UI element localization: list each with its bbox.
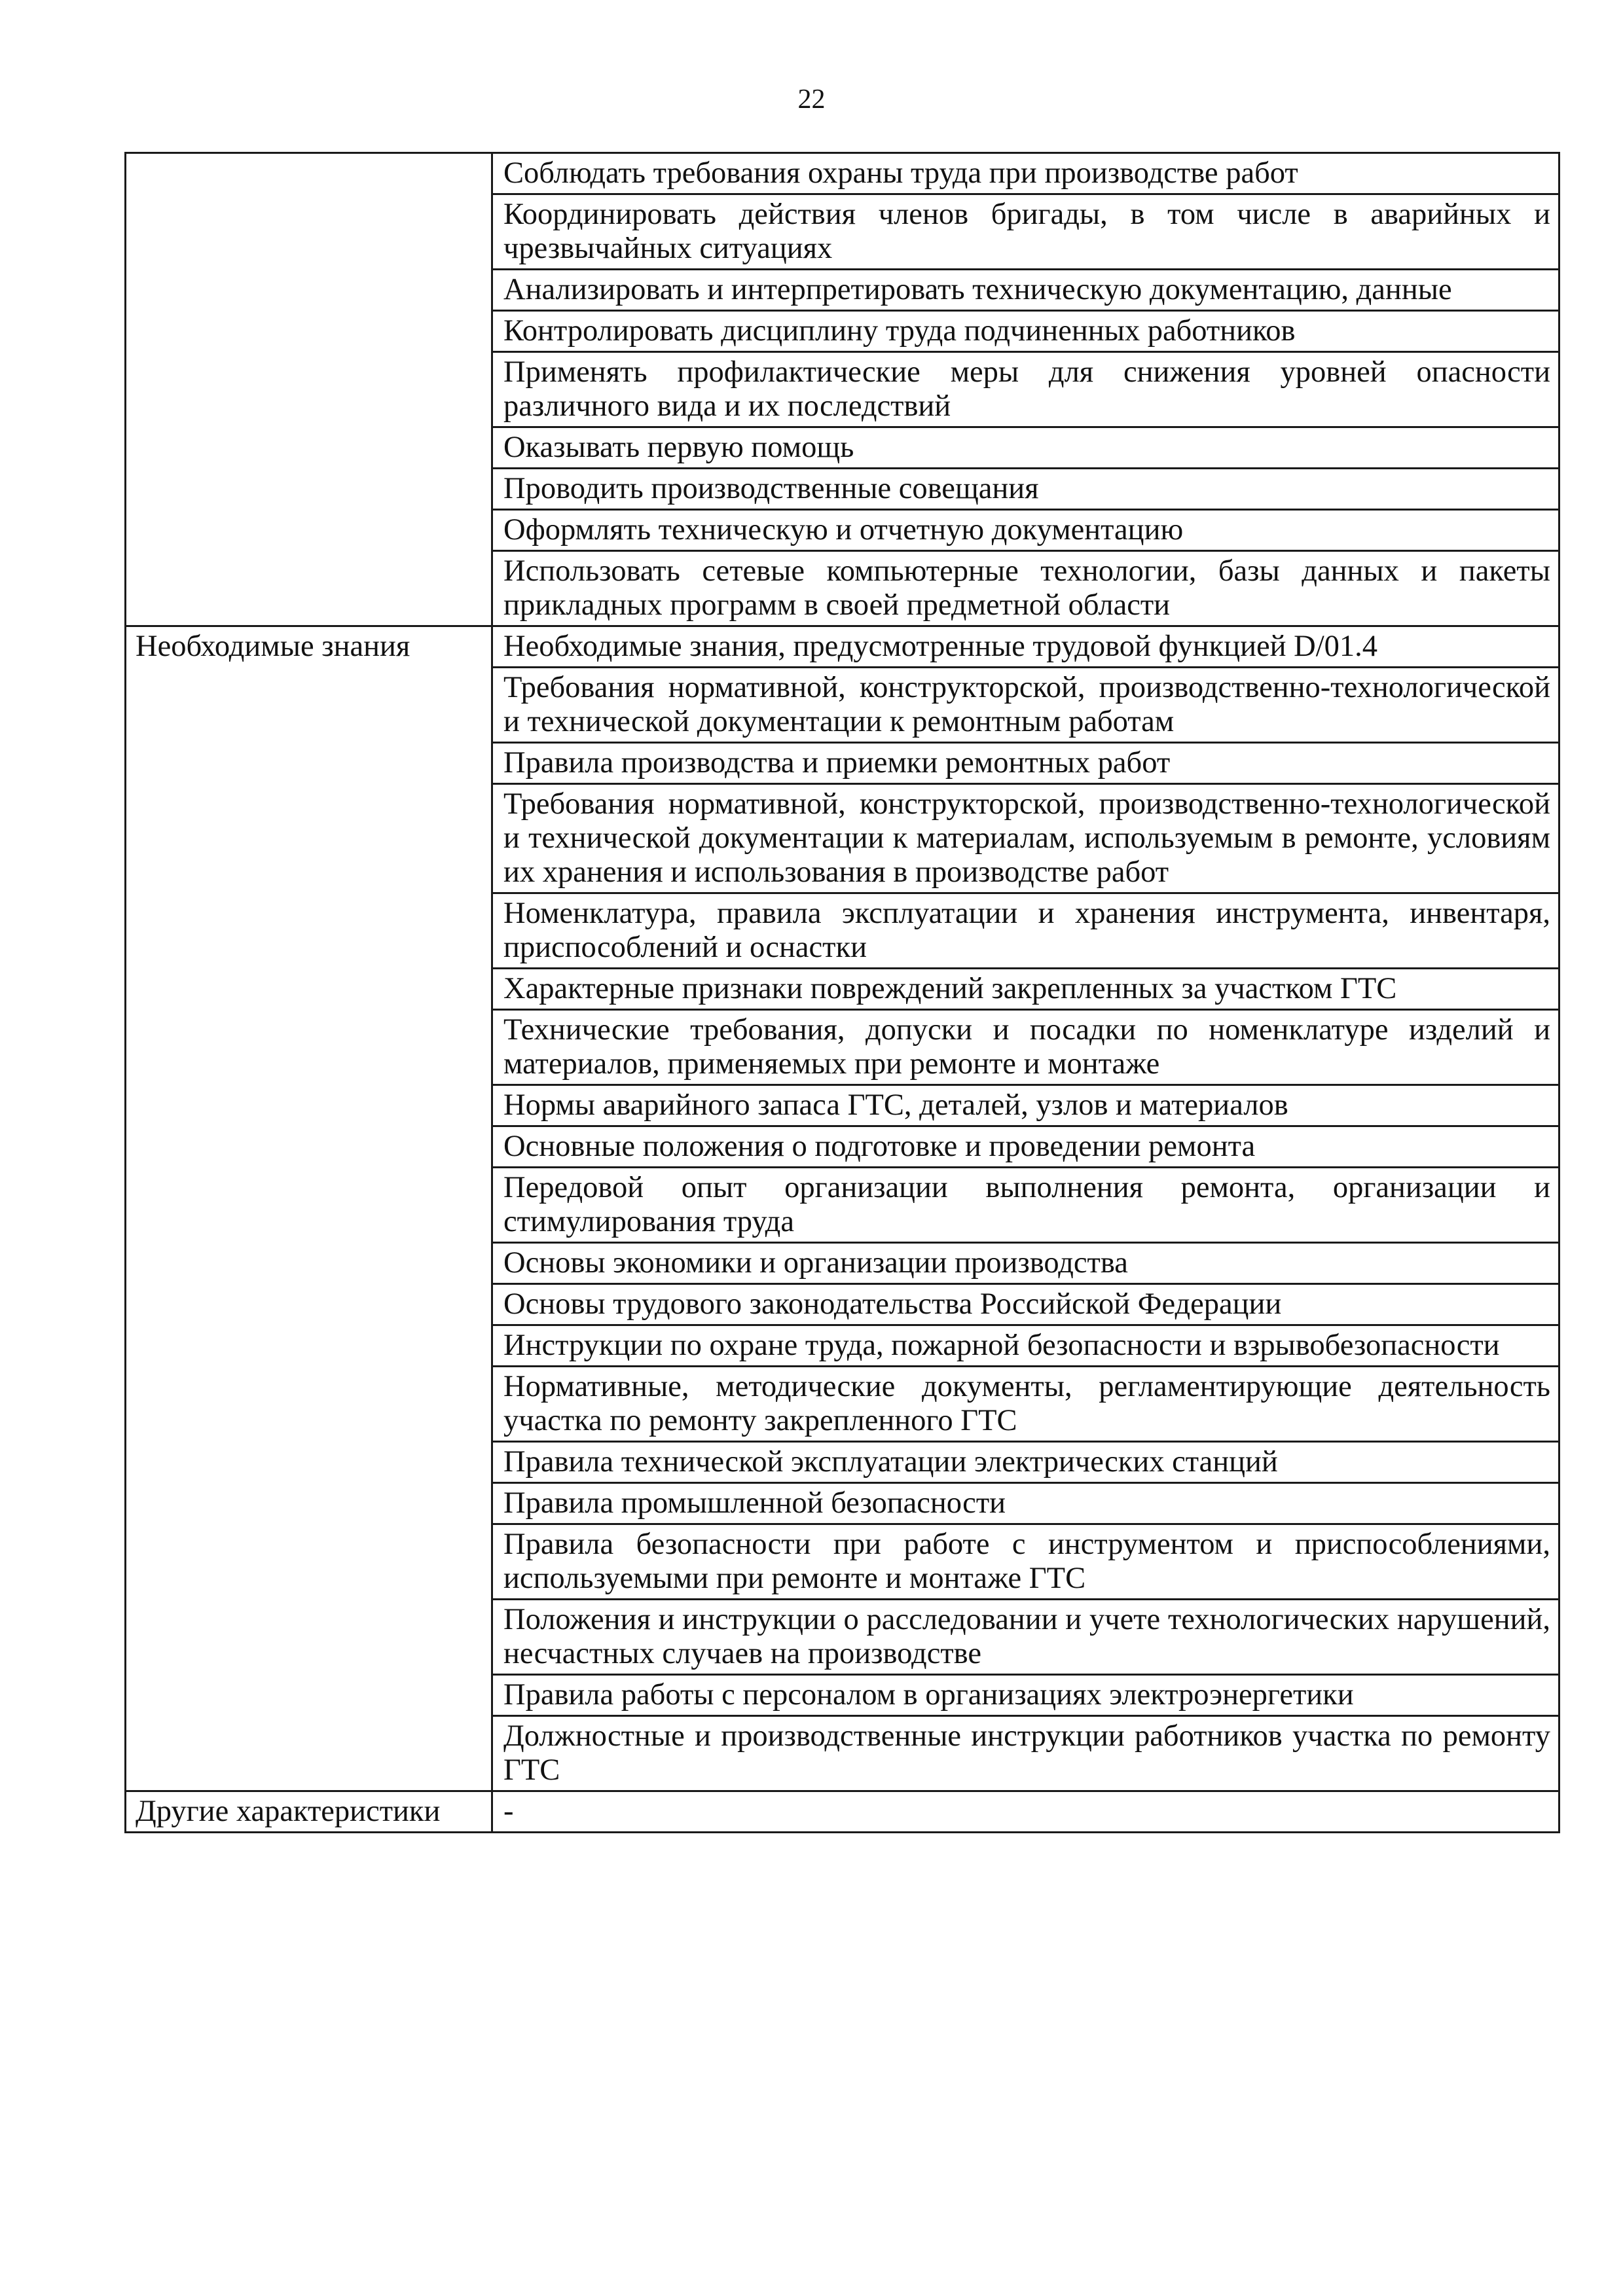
requirement-cell: Инструкции по охране труда, пожарной безопасности и взрывобезопасности xyxy=(492,1325,1559,1367)
table-row xyxy=(126,1716,1559,1791)
requirement-cell: Основы экономики и организации производства xyxy=(492,1243,1559,1284)
category-cell xyxy=(126,1085,492,1126)
table-row xyxy=(126,153,1559,194)
category-cell xyxy=(126,743,492,784)
table-row xyxy=(126,1010,1559,1085)
requirement-cell: Оказывать первую помощь xyxy=(492,427,1559,469)
category-cell xyxy=(126,153,492,194)
category-cell xyxy=(126,270,492,311)
category-cell xyxy=(126,469,492,510)
table-row xyxy=(126,311,1559,352)
requirement-cell: Характерные признаки повреждений закрепленных за участком ГТС xyxy=(492,969,1559,1010)
requirement-cell: Использовать сетевые компьютерные технологии, базы данных и пакеты прикладных программ в своей предметной области xyxy=(492,551,1559,626)
requirement-cell: Анализировать и интерпретировать техническую документацию, данные xyxy=(492,270,1559,311)
requirements-table xyxy=(124,152,1560,1833)
category-cell xyxy=(126,1675,492,1716)
requirement-cell: Контролировать дисциплину труда подчиненных работников xyxy=(492,311,1559,352)
category-cell xyxy=(126,1524,492,1600)
table-row xyxy=(126,893,1559,969)
table-row xyxy=(126,469,1559,510)
requirement-cell: Оформлять техническую и отчетную документацию xyxy=(492,510,1559,551)
table-row xyxy=(126,1243,1559,1284)
table-row xyxy=(126,743,1559,784)
table-row xyxy=(126,1600,1559,1675)
category-cell xyxy=(126,1243,492,1284)
category-cell xyxy=(126,1716,492,1791)
table-row xyxy=(126,1675,1559,1716)
requirement-cell: Применять профилактические меры для снижения уровней опасности различного вида и их последствий xyxy=(492,352,1559,427)
requirement-cell: - xyxy=(492,1791,1559,1833)
category-cell xyxy=(126,551,492,626)
requirement-cell: Передовой опыт организации выполнения ремонта, организации и стимулирования труда xyxy=(492,1168,1559,1243)
category-cell xyxy=(126,427,492,469)
requirement-cell: Номенклатура, правила эксплуатации и хранения инструмента, инвентаря, приспособлений и оснастки xyxy=(492,893,1559,969)
table-row xyxy=(126,1126,1559,1168)
table-row xyxy=(126,626,1559,668)
table-row xyxy=(126,270,1559,311)
table-row xyxy=(126,1168,1559,1243)
table-row xyxy=(126,510,1559,551)
table-row xyxy=(126,352,1559,427)
table-row xyxy=(126,1483,1559,1524)
table-row xyxy=(126,1442,1559,1483)
table-row xyxy=(126,969,1559,1010)
category-cell xyxy=(126,1483,492,1524)
category-cell xyxy=(126,1126,492,1168)
requirement-cell: Основные положения о подготовке и проведении ремонта xyxy=(492,1126,1559,1168)
category-cell xyxy=(126,1325,492,1367)
requirement-cell: Правила производства и приемки ремонтных работ xyxy=(492,743,1559,784)
table-row xyxy=(126,194,1559,270)
requirement-cell: Правила безопасности при работе с инструментом и приспособлениями, используемыми при ремонте и монтаже ГТС xyxy=(492,1524,1559,1600)
category-cell xyxy=(126,1367,492,1442)
table-row xyxy=(126,1367,1559,1442)
category-cell xyxy=(126,1284,492,1325)
requirement-cell: Необходимые знания, предусмотренные трудовой функцией D/01.4 xyxy=(492,626,1559,668)
page-number: 22 xyxy=(797,84,826,115)
category-cell xyxy=(126,1168,492,1243)
table-row xyxy=(126,668,1559,743)
requirement-cell: Соблюдать требования охраны труда при производстве работ xyxy=(492,153,1559,194)
category-cell xyxy=(126,352,492,427)
category-cell: Необходимые знания xyxy=(126,626,492,668)
category-cell xyxy=(126,510,492,551)
category-cell xyxy=(126,1442,492,1483)
category-cell xyxy=(126,1600,492,1675)
requirement-cell: Требования нормативной, конструкторской, производственно-технологической и технической документации к ремонтным работам xyxy=(492,668,1559,743)
table-row xyxy=(126,427,1559,469)
requirement-cell: Правила промышленной безопасности xyxy=(492,1483,1559,1524)
table-row xyxy=(126,784,1559,893)
requirement-cell: Нормы аварийного запаса ГТС, деталей, узлов и материалов xyxy=(492,1085,1559,1126)
table-row xyxy=(126,1085,1559,1126)
table-row xyxy=(126,1284,1559,1325)
category-cell: Другие характеристики xyxy=(126,1791,492,1833)
requirement-cell: Нормативные, методические документы, регламентирующие деятельность участка по ремонту закрепленного ГТС xyxy=(492,1367,1559,1442)
requirement-cell: Правила технической эксплуатации электрических станций xyxy=(492,1442,1559,1483)
category-cell xyxy=(126,784,492,893)
category-cell xyxy=(126,1010,492,1085)
category-cell xyxy=(126,969,492,1010)
category-cell xyxy=(126,311,492,352)
requirement-cell: Требования нормативной, конструкторской, производственно-технологической и технической документации к материалам, используемым в ремонте, условиям их хранения и использования в производстве работ xyxy=(492,784,1559,893)
requirement-cell: Координировать действия членов бригады, в том числе в аварийных и чрезвычайных ситуациях xyxy=(492,194,1559,270)
category-cell xyxy=(126,893,492,969)
requirement-cell: Положения и инструкции о расследовании и учете технологических нарушений, несчастных случаев на производстве xyxy=(492,1600,1559,1675)
table-row xyxy=(126,1524,1559,1600)
requirement-cell: Правила работы с персоналом в организациях электроэнергетики xyxy=(492,1675,1559,1716)
table-body xyxy=(126,153,1559,1833)
requirement-cell: Технические требования, допуски и посадки по номенклатуре изделий и материалов, применяемых при ремонте и монтаже xyxy=(492,1010,1559,1085)
table-row xyxy=(126,1791,1559,1833)
requirement-cell: Основы трудового законодательства Российской Федерации xyxy=(492,1284,1559,1325)
requirement-cell: Проводить производственные совещания xyxy=(492,469,1559,510)
table-row xyxy=(126,1325,1559,1367)
table-row xyxy=(126,551,1559,626)
category-cell xyxy=(126,668,492,743)
requirement-cell: Должностные и производственные инструкции работников участка по ремонту ГТС xyxy=(492,1716,1559,1791)
category-cell xyxy=(126,194,492,270)
